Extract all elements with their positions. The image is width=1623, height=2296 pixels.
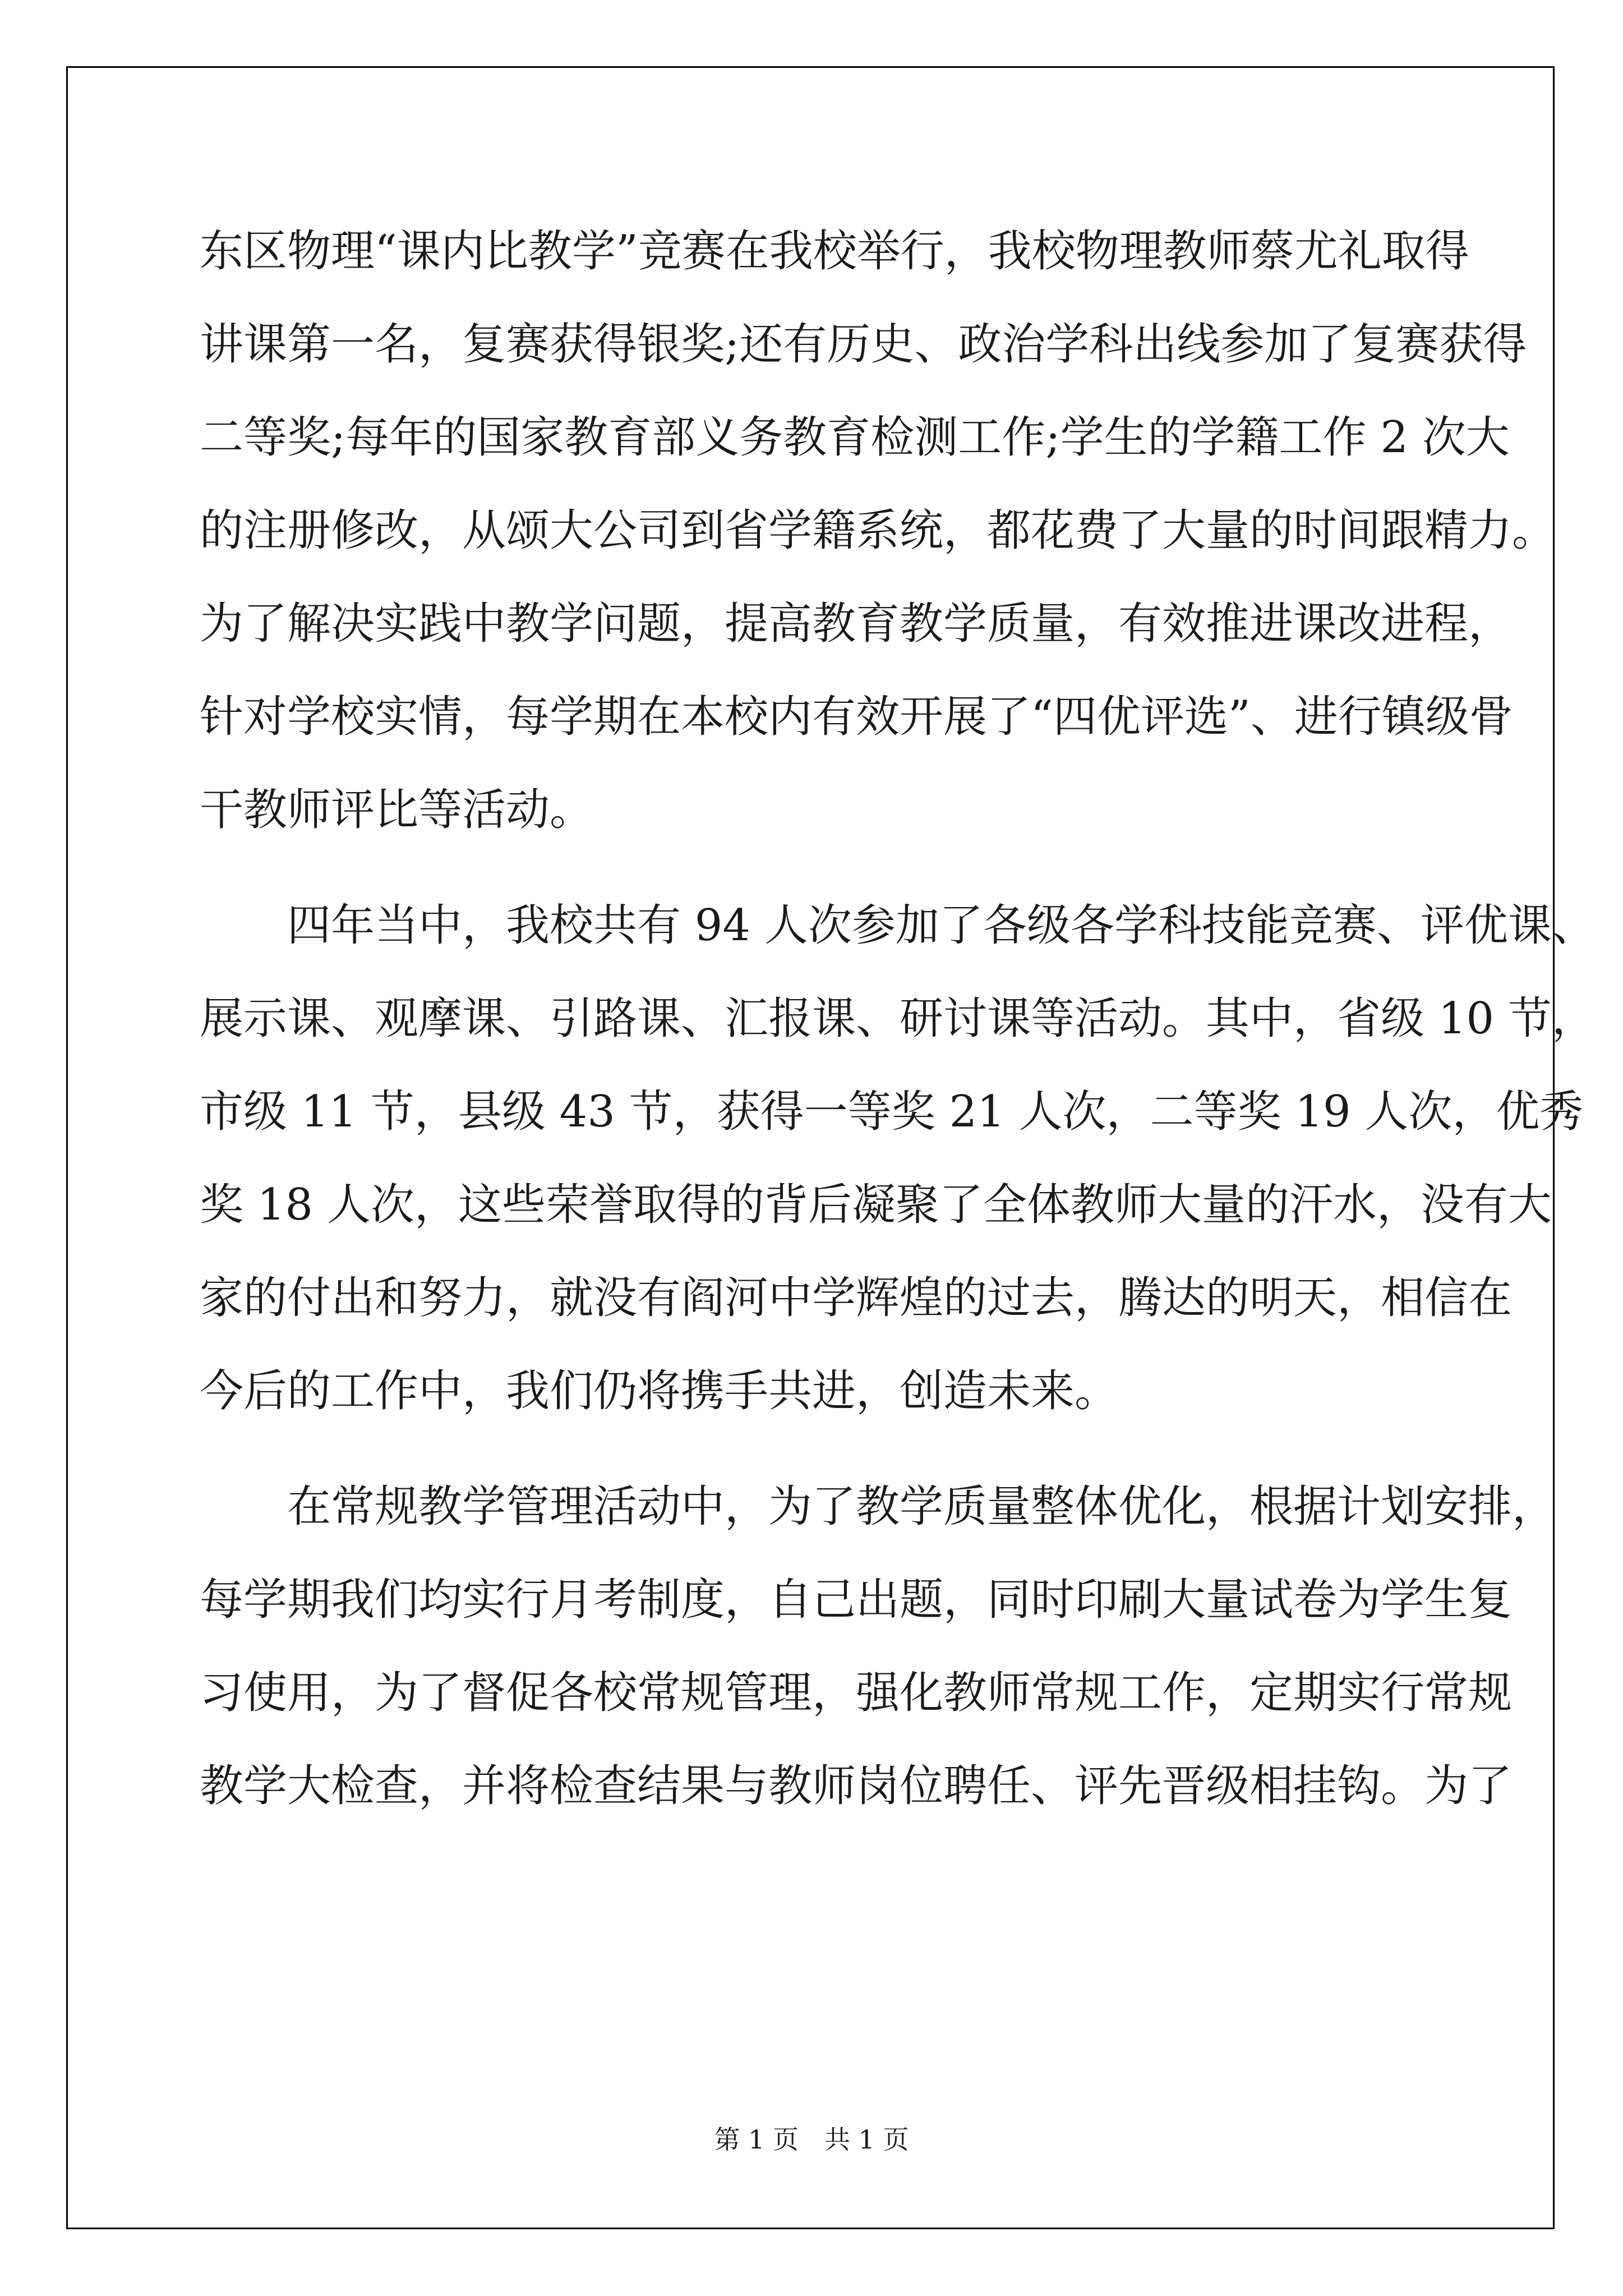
text-line: 东区物理“课内比教学”竞赛在我校举行，我校物理教师蔡尤礼取得: [200, 226, 1469, 277]
paragraph-gap: [200, 857, 1439, 879]
text-line: 在常规教学管理活动中，为了教学质量整体优化，根据计划安排，: [287, 1481, 1556, 1532]
text-line: 习使用，为了督促各校常规管理，强化教师常规工作，定期实行常规: [200, 1668, 1513, 1718]
page-footer: [0, 2119, 1623, 2156]
document-body: [200, 205, 1596, 1833]
text-line: 二等奖;每年的国家教育部义务教育检测工作;学生的学籍工作 2 次大: [200, 412, 1510, 463]
text-line: 展示课、观摩课、引路课、汇报课、研讨课等活动。其中，省级 10 节，: [200, 993, 1596, 1044]
text-line: 讲课第一名，复赛获得银奖;还有历史、政治学科出线参加了复赛获得: [200, 319, 1527, 370]
text-line: 今后的工作中，我们仍将携手共进，创造未来。: [200, 1366, 1119, 1416]
text-line: 奖 18 人次，这些荣誉取得的背后凝聚了全体教师大量的汗水，没有大: [200, 1180, 1552, 1230]
text-line: 教学大检查，并将检查结果与教师岗位聘任、评先晋级相挂钩。为了: [200, 1761, 1513, 1811]
text-line: 四年当中，我校共有 94 人次参加了各级各学科技能竞赛、评优课、: [287, 900, 1596, 951]
text-line: 的注册修改，从颂大公司到省学籍系统，都花费了大量的时间跟精力。: [200, 505, 1556, 556]
text-line: 为了解决实践中教学问题，提高教育教学质量，有效推进课改进程，: [200, 599, 1513, 649]
paragraph-gap: [200, 1438, 1439, 1460]
text-line: 针对学校实情，每学期在本校内有效开展了“四优评选”、进行镇级骨: [200, 692, 1513, 742]
text-line: 家的付出和努力，就没有阎河中学辉煌的过去，腾达的明天，相信在: [200, 1273, 1513, 1323]
text-line: 干教师评比等活动。: [200, 785, 594, 835]
text-line: 每学期我们均实行月考制度，自己出题，同时印刷大量试卷为学生复: [200, 1575, 1513, 1625]
text-line: 市级 11 节，县级 43 节，获得一等奖 21 人次，二等奖 19 人次，优秀: [200, 1087, 1584, 1137]
page-number-label: 第 1 页 共 1 页: [714, 2124, 909, 2155]
